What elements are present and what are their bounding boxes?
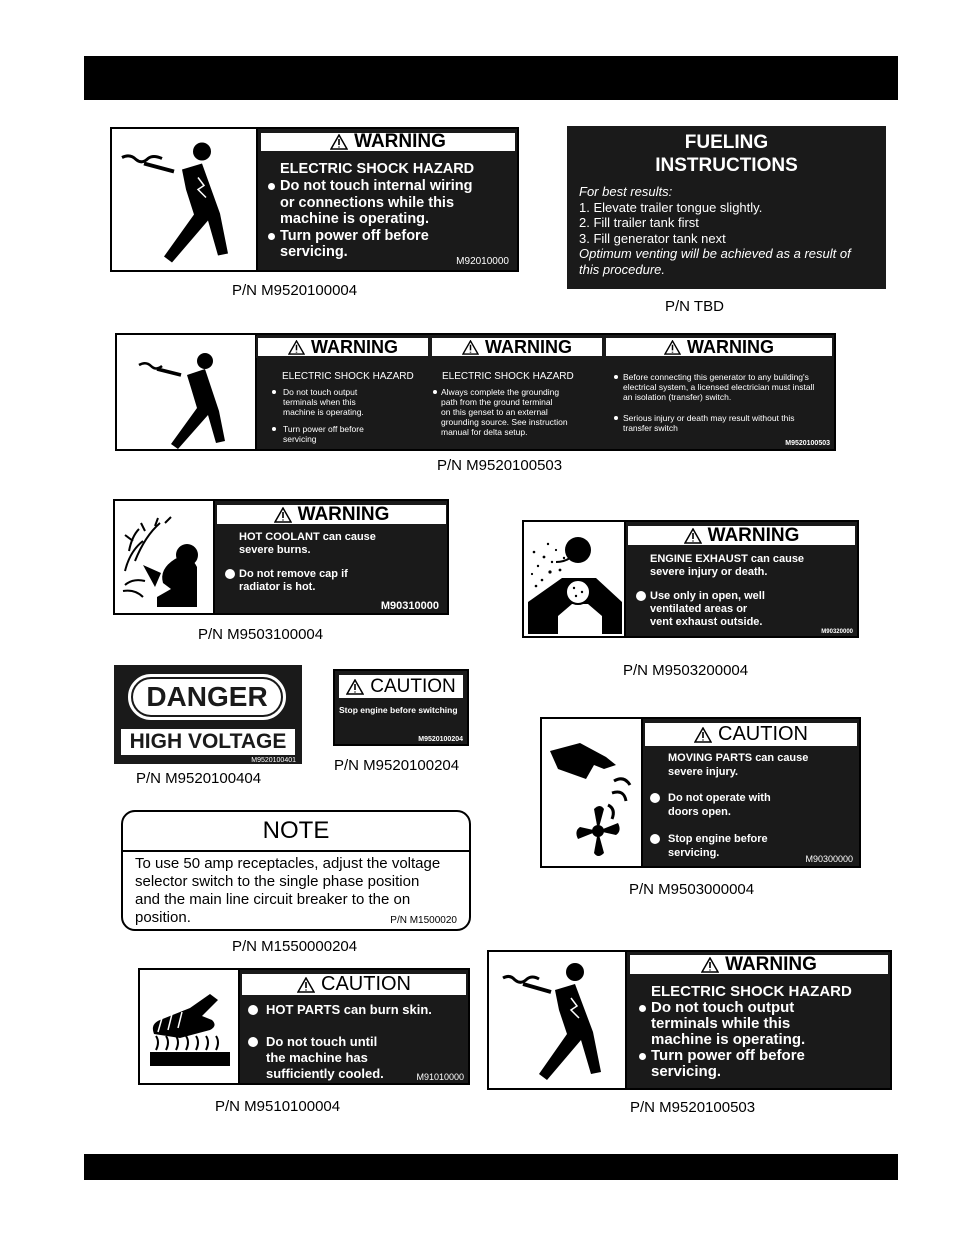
fueling-body: For best results: 1. Elevate trailer tongue slightly. 2. Fill trailer tank first 3. Fill generator tank next Optimum venting will be achieved as a result of this procedure.	[579, 184, 851, 277]
part-number: P/N M9503200004	[623, 662, 749, 679]
warning-triangle-icon	[684, 528, 702, 544]
part-number: P/N M9520100204	[334, 757, 460, 774]
bullet-list: Do not operate with doors open. Stop engine before servicing.	[650, 791, 771, 860]
hazard-text: HOT COOLANT can cause severe burns.	[239, 531, 376, 556]
hazard-text: ELECTRIC SHOCK HAZARD	[280, 161, 475, 177]
triple-warning-label	[115, 333, 836, 451]
col3-bullets: Before connecting this generator to any building's electrical system, a licensed electrician must install an isolation (transfer) switch. Serious injury or death may result without this transfer switch	[614, 372, 814, 433]
label-code: M91010000	[416, 1072, 464, 1082]
shock-warning-label-2	[487, 950, 892, 1090]
note-body: To use 50 amp receptacles, adjust the voltage selector switch to the single phase position and the main line circuit breaker to the on position.	[135, 855, 441, 926]
label-header: CAUTION	[337, 673, 465, 700]
label-code: M9520100503	[785, 440, 830, 447]
electric-shock-icon	[112, 129, 258, 270]
label-code: P/N M1500020	[390, 915, 457, 926]
bullet-list: Do not remove cap if radiator is hot.	[225, 568, 348, 594]
header-bar	[84, 56, 898, 100]
hot-parts-caution-label	[138, 968, 470, 1085]
warning-triangle-icon	[330, 134, 348, 150]
part-number: P/N M9520100004	[232, 282, 358, 299]
bullet-list: Do not touch internal wiring or connections while this machine is operating. Turn power off before servicing.	[268, 178, 473, 261]
warning-triangle-icon	[274, 507, 292, 523]
part-number: P/N M9503100004	[198, 626, 324, 643]
bullet-list: HOT PARTS can burn skin. Do not touch until the machine has sufficiently cooled.	[248, 1002, 432, 1082]
fueling-instructions-label	[567, 126, 886, 289]
label-code: M92010000	[456, 256, 509, 267]
part-number: P/N M9520100503	[437, 457, 563, 474]
label-code: M90300000	[805, 854, 853, 864]
moving-parts-icon	[542, 719, 643, 866]
part-number: P/N M9503000004	[629, 881, 755, 898]
hot-coolant-icon	[115, 501, 215, 613]
hazard-text: ELECTRIC SHOCK HAZARD	[442, 371, 574, 382]
caution-text: Stop engine before switching	[339, 705, 458, 715]
danger-title: DANGER	[133, 679, 281, 715]
bullet-list: Do not touch output terminals while this machine is operating. Turn power off before servicing.	[639, 1000, 805, 1080]
label-header: WARNING	[626, 524, 857, 547]
warning-triangle-icon	[297, 977, 315, 993]
danger-oval	[128, 674, 286, 720]
label-code: M9520100204	[418, 736, 463, 743]
footer-bar	[84, 1154, 898, 1180]
part-number: P/N M9510100004	[215, 1098, 341, 1115]
hazard-text: MOVING PARTS can cause severe injury.	[668, 752, 809, 778]
danger-subtitle: HIGH VOLTAGE	[121, 729, 295, 755]
warning-triangle-icon	[462, 340, 479, 355]
label-code: M90320000	[821, 629, 853, 635]
col2-bullets: Always complete the grounding path from the ground terminal on this genset to an external grounding source. See instruction manual for delta setup.	[433, 387, 568, 437]
bullet-list: Use only in open, well ventilated areas or vent exhaust outside.	[636, 590, 765, 629]
hot-coolant-warning-label	[113, 499, 449, 615]
label-header: WARNING	[430, 336, 604, 358]
part-number: P/N M9520100503	[630, 1099, 756, 1116]
label-code: M90310000	[380, 600, 439, 612]
label-header: WARNING	[256, 336, 430, 358]
part-number: P/N M1550000204	[232, 938, 358, 955]
label-header: CAUTION	[643, 721, 859, 748]
electric-shock-icon	[117, 335, 257, 449]
col1-bullets: Do not touch output terminals when this machine is operating. Turn power off before servicing	[272, 387, 364, 444]
warning-triangle-icon	[664, 340, 681, 355]
note-title: NOTE	[123, 812, 469, 852]
part-number: P/N TBD	[665, 298, 724, 315]
fueling-title: FUELING INSTRUCTIONS	[655, 132, 798, 176]
part-number: P/N M9520100404	[136, 770, 262, 787]
warning-triangle-icon	[346, 679, 364, 695]
warning-triangle-icon	[694, 727, 712, 743]
warning-triangle-icon	[288, 340, 305, 355]
header-text: WARNING	[354, 131, 446, 152]
warning-triangle-icon	[701, 957, 719, 973]
hazard-text: ENGINE EXHAUST can cause severe injury or death.	[650, 553, 805, 578]
electric-shock-icon	[489, 952, 627, 1088]
engine-exhaust-warning-label	[522, 520, 859, 638]
label-header: WARNING	[628, 953, 890, 976]
exhaust-icon	[524, 522, 626, 636]
danger-high-voltage-label	[114, 665, 302, 764]
moving-parts-caution-label	[540, 717, 861, 868]
note-label	[121, 810, 471, 931]
caution-stop-engine-label	[333, 669, 469, 746]
label-header: CAUTION	[240, 972, 468, 997]
shock-warning-label-1	[110, 127, 519, 272]
hot-surface-icon	[140, 970, 240, 1083]
hazard-text: ELECTRIC SHOCK HAZARD	[282, 371, 414, 382]
hazard-text: ELECTRIC SHOCK HAZARD	[651, 983, 852, 1000]
label-header: WARNING	[215, 503, 448, 526]
label-header	[259, 131, 517, 153]
label-code: M9520100401	[251, 757, 296, 764]
label-header: WARNING	[604, 336, 834, 358]
